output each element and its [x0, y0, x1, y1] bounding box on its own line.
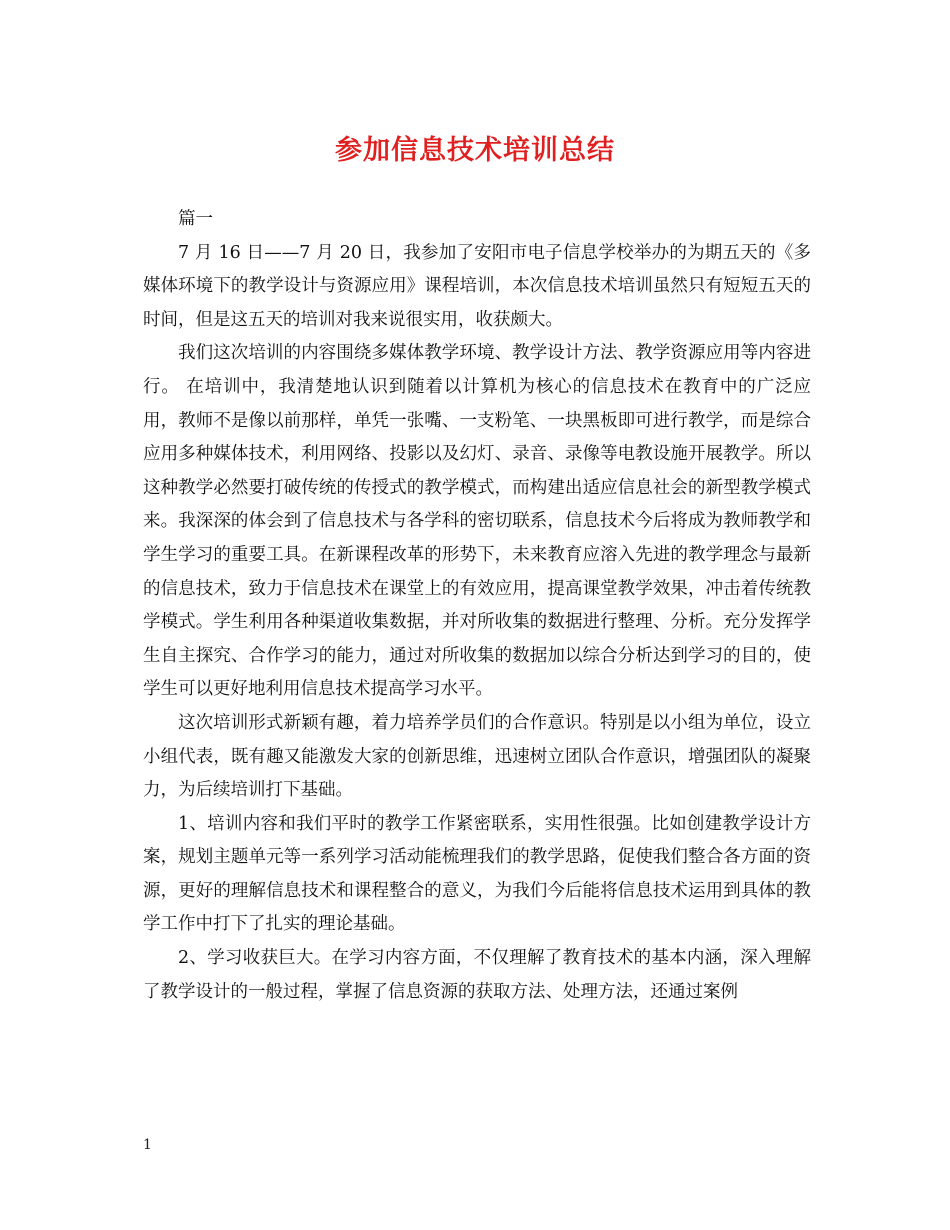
paragraph: 1、培训内容和我们平时的教学工作紧密联系，实用性很强。比如创建教学设计方案，规划主题单元等一系列学习活动能梳理我们的教学思路，促使我们整合各方面的资源，更好的理解信息技术和课程整合的意义，为我们今后能将信息技术运用到具体的教学工作中打下了扎实的理论基础。	[143, 813, 811, 935]
page-number: 1	[143, 1137, 152, 1153]
paragraph: 7 月 16 日——7 月 20 日，我参加了安阳市电子信息学校举办的为期五天的《多媒体环境下的教学设计与资源应用》课程培训，本次信息技术培训虽然只有短短五天的时间，但是这五天的培训对我来说很实用，收获颇大。	[143, 242, 811, 330]
paragraph: 我们这次培训的内容围绕多媒体教学环境、教学设计方法、教学资源应用等内容进行。 在培训中，我清楚地认识到随着以计算机为核心的信息技术在教育中的广泛应用，教师不是像以前那样，单凭一张嘴、一支粉笔、一块黑板即可进行教学，而是综合应用多种媒体技术，利用网络、投影以及幻灯、录音、录像等电教设施开展教学。所以这种教学必然要打破传统的传授式的教学模式，而构建出适应信息社会的新型教学模式来。我深深的体会到了信息技术与各学科的密切联系，信息技术今后将成为教师教学和学生学习的重要工具。在新课程改革的形势下，未来教育应溶入先进的教学理念与最新的信息技术，致力于信息技术在课堂上的有效应用，提高课堂教学效果，冲击着传统教学模式。学生利用各种渠道收集数据，并对所收集的数据进行整理、分析。充分发挥学生自主探究、合作学习的能力，通过对所收集的数据加以综合分析达到学习的目的，使学生可以更好地利用信息技术提高学习水平。	[143, 343, 811, 700]
paragraph: 这次培训形式新颖有趣，着力培养学员们的合作意识。特别是以小组为单位，设立小组代表，既有趣又能激发大家的创新思维，迅速树立团队合作意识，增强团队的凝聚力，为后续培训打下基础。	[143, 712, 811, 801]
document-title: 参加信息技术培训总结	[335, 135, 615, 166]
section-label: 篇一	[178, 209, 213, 229]
paragraph: 2、学习收获巨大。在学习内容方面，不仅理解了教育技术的基本内涵，深入理解了教学设计的一般过程，掌握了信息资源的获取方法、处理方法，还通过案例	[143, 948, 811, 1002]
document-body	[143, 203, 811, 1009]
